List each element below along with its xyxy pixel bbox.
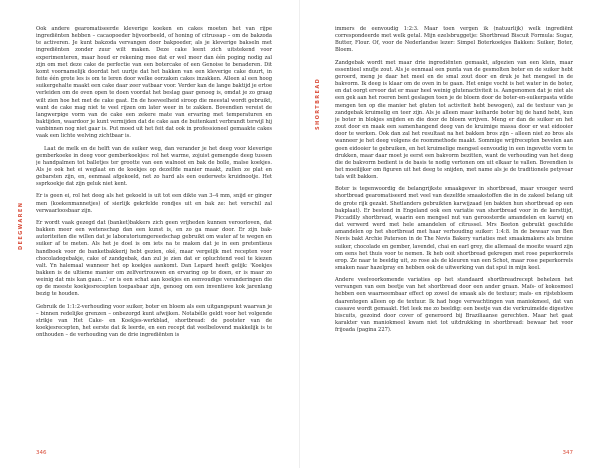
left-paragraph-3: Er is geen ei, rol het deeg als het gekoeld is uit tot een dikte van 3–4 mm, snijd er ginger men (koekenmannetjes) of sierlijk gekrfelde rondjes uit en bak ze: het verschil zal verwaarloosbaar zijn. [36,193,272,214]
right-paragraph-4: Andere veelvoorkomende variaties op het standaard shortbreadrecept behelzen het vervangen van een beetje van het shortbread door een ander graan. Maïs- of kokosmeel hebben een waarneembaar effect op zowel de smaak als de textuur; maïs- en rijstebloem daarentegen alleen op de textuur. Ik had hoge verwachtingen van maniokmeel, dat van cassave wordt gemaakt. Het leek me zo beeldig: een beetje van die verkruimelde digestive biscuits, gezoind door cover of generoord bij Braziliaanse gerechten. Maar het gaat karakter van maniokmeel kwam niet tot uitdrukking in shortbread: bewaar het voor frijoada (pagina 227). [335,277,573,334]
left-paragraph-2: Laat de melk en de helft van de suiker weg, dan verander je het deeg voor kleverige gemberkoeke in deeg voor gemberkoekjes: rol het warme, zojuist gemengde deeg tussen je handpalmen tot balletjes ter grootte van een walnoot en bak de bolle, malse koekjes. Als je ook het ei weglaat en de koekjes op dezelfde manier maakt, zullen ze plat en gebarsten zijn, en, eenmaal afgekoeld, net zo hard als een ouderwets kruidnootje. Het ssprkoekje dat zijn geluk niet kent. [36,145,272,188]
right-page-number: 347 [562,450,573,456]
right-page [300,0,600,468]
right-paragraph-1: immers de eenvoudig 1:2:3. Maar toen vergen ik (natuurlijk) welk ingrediënt correspondeerde met welk getal. Mijn ezelsbruggetje: Shortbread Biscuit Formula: Sugar, Butter, Flour. Of, voor de Nederlandse lezer: Simpel Boterkoekjes Bakken: Suiker, Boter, Bloem. [335,26,573,54]
left-text-column [36,26,272,344]
right-paragraph-3: Boter is tegenwoordig de belangrijkste smaakgever in shortbread, maar vroeger werd shortbread gearomatiseerd met veel van dezelfde smaakstoffen die in de zakeel belang uit de grote rijk gezakt. Shetlanders gebruikten karwijzaad (en bakten hun shortbread op een bakplaat). Er bestond in Engeland ook een variatie van shortbread voor in de kersttijd, Piccadilly shortbread, waarin een mengsel nut van geroosterde amandelen en karwij en dat verwerd werd met hele amandelen of citrussel. Mrs Beeton gebruikt geschilde amandelen op het shortbread met haar verhouding suiker: 1:4:8. In de bewaar van Ben Nevis bakt Archie Paterson in de The Nevis Bakery variaties met smaakmakers als bruine suiker, chocolade en gember, lavendel, chai en earl grey, die allemaal de moeite waard zijn om eens het thuis voor te nemen. Ik heb ooit shortbread gekregen met rose peperkorrels erop. Ze naar te beeldig uit, zo rose als de kleuren van een Schot, maar rose peperkorrels smaken naar hazelpray en hebben ook de uitwerking van dat spul in mijn keel. [335,186,573,271]
left-paragraph-1: Ook andere gearomatiseerde kleverige koeken en cakes moeten het van rijpe ingrediënten hebben – cacaopoeder bijvoorbeeld, of honing of citrussap – om de bakzoda te activeren. Je kunt bakzoda vervangen door bakpoeder, als je kleverige bakseln met ingrediënten zonder zuur wilt maken. Deze cake leent zich uitstekend voor experimenteren, maar houd er rekening mee dat er wel meer dan één poging nodig zal zijn om met deze cake de perfectie van een botercake of een Genoise te benaderen. Dit komt voornamelijk doordat het uurtje dat het bakken van een kleverige cake duurt, in feite één grote les is om te leren door welke oorzaken cakes inzakken. Alleen al een hoog suikergehalte maakt een cake daar zeer vatbaar voor. Verder kan de lange baktijd je ertoe verleiden om de oven open te doen voordat het beslag gaar genoeg is, omdat je zo graag wilt zien hoe het met de cake gaat. En de hoeveelheid siroop die meestal wordt gebruikt, want de cake mag niet te veel rijzen om later weer in te zakken. Bovendien vereist de langwerpige vorm van de cake een zekere mate van ervaring met temperaturen en baktijden, waardoor je kunt vermijden dat de cake aan de buitenkant verbrandt terwijl hij vanbinnen nog niet gaar is. Put moed uit het feit dat ook in professioneel gemaakte cakes vaak een lichte welving zichtbaar is. [36,26,272,140]
right-text-column [335,26,573,339]
left-page-number: 346 [36,450,47,456]
right-side-label: SHORTBREAD [315,77,321,130]
left-paragraph-4: Er wordt vaak gezegd dat (banket)bakkers zich geen vrijheden kunnen veroorloven, dat bakken meer een wetenschap dan een kunst is, en zo ga maar door. Er zijn bak-autoriteiten die willen dat je laboratoriumgereedschap gebruikt om water af te wegen en suiker af te meten. Als het je doel is om iets na te maken dat je in een pretentieus handboek voor de banketbakkerij hebt gezien, oké, maar vergelijk met recepten voor chocoladegebakje, cake of zandgebak, dan zul je zien dat er opluchtend veel te kiezen valt. Yn halemaal wanneer het op koekjes aankomt. Dan Lepard heeft gelijk: 'Koekjes bakken is de ultieme manier om zelfvertrouwen en ervaring op te doen, er is maar zo weinig dat mis kan gaan…' er is een schat aan koekjes en eenvoudige veranderingen die op de meeste koekjesrecepten toepasbaar zijn, genoeg om een inventieve kok jarenlang bezig te houden. [36,219,272,298]
right-paragraph-2: Zandgebak wordt met maar drie ingrediënten gemaakt, afgezien van een klein, maar essentieel snufje zout. Als je eenmaal een punta van de gesmolten boter en de suiker hebt geroerd, meng je daar het meel en de smal zout door en druk je het mengsel in de bakvorm. Ik deeg is klaar om de oven in te gaan. Het enige vocht is het water in de boter, en dat oorgt ervoor dat er maar heel weinig glutenactiviteit is. Aangenomen dat je niet als een gek aan het roeren bent geslagen toen je de bloem door de boter-en-suikerpasta wilde mengen ten op die manier het gluten tot activiteit hebt bewogen), zal de textuur van je zandgebak kruimelig en teer zijn. Als je alleen maar keiharde boter bij de hand hebt, kun je boter in blokjes snijden en die door de bloem wrijven. Meng er dan de suiker en het zout door en maak een samenhangend deeg van de kruimige massa door er wat eidooier door te werken. Ook dan zal het resultaat na het bakken bros zijn – alleen niet zo bros als wanneer je het deeg volgens de roommethode maakt. Sommige wrijfrecepten bevelen aan geen eidooier te gebruiken, en het kruimelige mengsel eenvoudig in een ingevette vorm te drukken, maar daar moet je eerst een bakvorm bezitten, want de verhouding van het deeg die de bakvorm bedient is de basis te nodig vertonen om uit elkaar te vallen. Bovendien is het moeilijker om figuren uit het deeg te snijden, met name als je de traditionele petyvoar tals wilt bakken. [335,59,573,181]
left-paragraph-5: Gebruik de 1:1:2-verhouding voor suiker, boter en bloem als een uitgangspunt waarvan je – binnen redelijke grenzen – onbezorgd kunt afwijken. Notabélle geldt voor het volgende strikje van Het Cake- en Koekjes-werkblad, shortbread: de pootster van de koekjesrecepten, het eerste dat ik leerde, en een recept dat veelbelovend makkelijk is te onthouden – de verhouding van de drie ingrediënten is [36,303,272,339]
left-side-label: DEEGWAREN [18,201,24,250]
